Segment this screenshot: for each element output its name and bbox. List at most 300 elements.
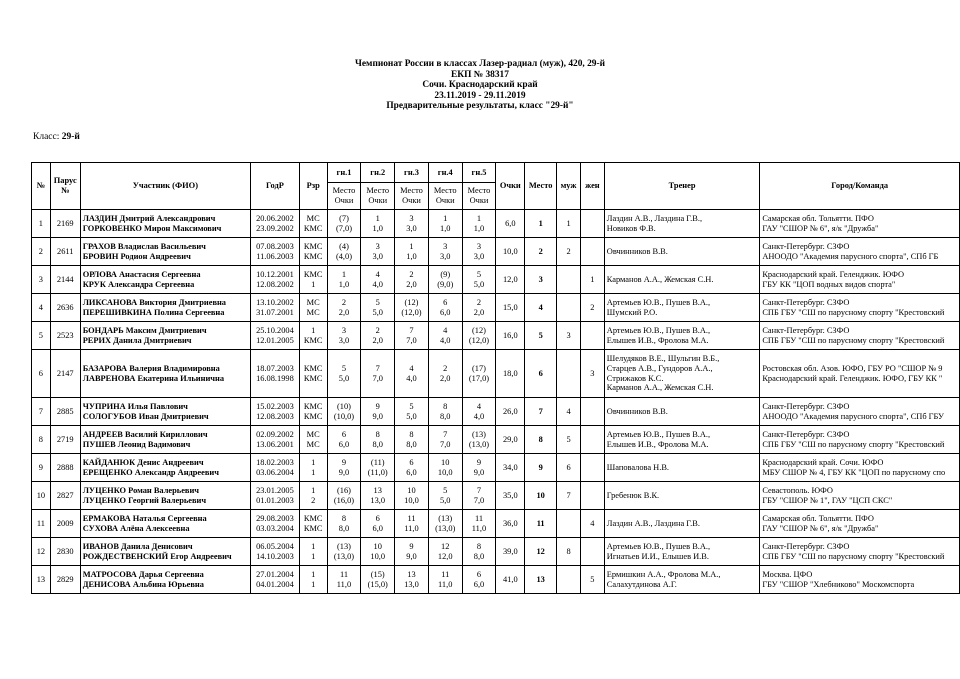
row-race-1 (327, 238, 361, 266)
cell-line: АНООДО "Академия парусного спорта", СПб ГБ (762, 251, 939, 261)
row-number: 6 (32, 350, 51, 398)
row-rank (299, 266, 327, 294)
race-points: 3,0 (406, 223, 417, 233)
cell-line: Артемьев Ю.В., Пушев В.А., (606, 429, 711, 439)
race-points: 5,0 (473, 279, 485, 289)
row-number: 9 (32, 454, 51, 482)
cell-line: Шаповалова Н.В. (606, 462, 669, 472)
cell-line: Краснодарский край. Сочи. ЮФО (762, 457, 884, 467)
cell-line: 16.08.1998 (256, 373, 294, 383)
row-men-place (557, 266, 581, 294)
cell-line: ОРЛОВА Анастасия Сергеевна (82, 269, 201, 279)
cell-line: КМС (303, 223, 323, 233)
race-place: (4) (339, 241, 349, 251)
cell-line: КМС (303, 241, 323, 251)
cell-line: 1 (311, 467, 316, 477)
col-race-3: гн.3 (395, 163, 429, 183)
cell-line: 15.02.2003 (256, 401, 294, 411)
table-row (32, 538, 960, 566)
race-place: 8 (476, 541, 482, 551)
row-number: 12 (32, 538, 51, 566)
row-number: 11 (32, 510, 51, 538)
row-birth (251, 350, 300, 398)
row-race-2 (361, 482, 395, 510)
race-points: 6,0 (440, 307, 451, 317)
cell-line: АНДРЕЕВ Василий Кириллович (82, 429, 208, 439)
race-place: 3 (443, 241, 448, 251)
cell-line: ЛУЦЕНКО Роман Валерьевич (82, 485, 199, 495)
row-men-place: 5 (557, 426, 581, 454)
race-points: 6,0 (473, 579, 485, 589)
row-rank (299, 566, 327, 594)
row-coach (604, 454, 760, 482)
row-city (760, 350, 960, 398)
cell-line: Шелудяков В.Е., Шульгин В.Б., (606, 354, 720, 364)
row-participants (80, 566, 250, 594)
row-number: 8 (32, 426, 51, 454)
row-race-3 (395, 398, 429, 426)
cell-line: КМС (303, 513, 323, 523)
cell-line: Карманов А.А., Жемская С.Н. (606, 383, 714, 393)
row-birth (251, 538, 300, 566)
row-rank (299, 322, 327, 350)
race-place: (13) (438, 513, 453, 523)
col-women: жен (580, 163, 604, 210)
cell-line: ГБУ КК "ЦОП водных видов спорта" (762, 279, 896, 289)
row-women-place (580, 238, 604, 266)
cell-line: МС (306, 213, 320, 223)
race-points: 7,0 (406, 335, 417, 345)
row-race-2 (361, 454, 395, 482)
cell-line: Гребенюк В.К. (606, 490, 660, 500)
cell-line: ГОРКОВЕНКО Мирон Максимович (82, 223, 222, 233)
race-place: (17) (472, 363, 486, 373)
cell-line: 13.06.2001 (256, 439, 294, 449)
row-number: 2 (32, 238, 51, 266)
cell-line: ПУШЕВ Леонид Вадимович (82, 439, 191, 449)
row-race-4 (428, 538, 462, 566)
row-race-5 (462, 566, 496, 594)
row-city (760, 398, 960, 426)
row-city (760, 538, 960, 566)
race-points: 3,0 (338, 335, 350, 345)
row-race-1 (327, 322, 361, 350)
row-race-3 (395, 482, 429, 510)
row-race-1 (327, 566, 361, 594)
cell-line: Самарская обл. Тольятти. ПФО (762, 513, 874, 523)
race-points: 13,0 (370, 495, 386, 505)
row-race-1 (327, 482, 361, 510)
race-place: (7) (339, 213, 349, 223)
row-points: 41,0 (496, 566, 525, 594)
cell-line: ГАУ "СШОР № 6", я/к "Дружба" (762, 523, 879, 533)
cell-line: 2 (311, 495, 316, 505)
row-race-4 (428, 210, 462, 238)
race-place: 6 (443, 297, 448, 307)
cell-line: ИВАНОВ Данила Денисович (82, 541, 193, 551)
cell-line: ЧУПРИНА Илья Павлович (82, 401, 188, 411)
race-points: (4,0) (335, 251, 352, 261)
race-place: (9) (440, 269, 451, 279)
row-race-2 (361, 294, 395, 322)
race-points: 5,0 (406, 411, 417, 421)
row-rank (299, 454, 327, 482)
cell-line: Овчинников В.В. (606, 246, 668, 256)
row-place: 3 (525, 266, 557, 294)
race-place: 5 (375, 297, 380, 307)
cell-line: МАТРОСОВА Дарья Сергеевна (82, 569, 204, 579)
race-points: (11,0) (367, 467, 388, 477)
row-coach (604, 538, 760, 566)
race-points: 3,0 (473, 251, 485, 261)
col-points: Очки (496, 163, 525, 210)
table-row (32, 426, 960, 454)
row-birth (251, 294, 300, 322)
row-place: 10 (525, 482, 557, 510)
race-place: 4 (409, 363, 414, 373)
cell-line: 18.07.2003 (256, 363, 294, 373)
class-value: 29-й (61, 132, 80, 142)
row-men-place (557, 510, 581, 538)
row-women-place: 3 (580, 350, 604, 398)
row-race-5 (462, 510, 496, 538)
race-points: 6,0 (338, 439, 350, 449)
cell-line: РОЖДЕСТВЕНСКИЙ Егор Андреевич (82, 551, 232, 561)
table-row (32, 266, 960, 294)
race-points: 8,0 (372, 439, 383, 449)
cell-line: Новиков Ф.В. (606, 223, 656, 233)
row-coach (604, 266, 760, 294)
cell-line: МС (306, 297, 320, 307)
race-points: 1,0 (440, 223, 451, 233)
race-points: 2,0 (406, 279, 417, 289)
race-place: 7 (375, 363, 380, 373)
cell-line: Санкт-Петербург. СЗФО (762, 325, 850, 335)
race-points: 10,0 (437, 467, 453, 477)
row-place: 7 (525, 398, 557, 426)
race-place: 6 (375, 513, 380, 523)
row-coach (604, 294, 760, 322)
cell-line: ЛАВРЕНОВА Екатерина Ильинична (82, 373, 225, 383)
row-city (760, 566, 960, 594)
row-city (760, 426, 960, 454)
row-participants (80, 426, 250, 454)
race-points: 8,0 (473, 551, 485, 561)
row-race-4 (428, 398, 462, 426)
row-men-place: 4 (557, 398, 581, 426)
cell-line: 1 (311, 579, 316, 589)
cell-line: 06.05.2004 (256, 541, 294, 551)
col-rank: Рзр (299, 163, 327, 210)
header-location: Сочи. Краснодарский край (422, 80, 538, 91)
row-race-2 (361, 210, 395, 238)
row-points: 16,0 (496, 322, 525, 350)
row-race-4 (428, 238, 462, 266)
row-race-5 (462, 322, 496, 350)
row-sail: 2888 (50, 454, 80, 482)
row-race-2 (361, 538, 395, 566)
cell-line: Артемьев Ю.В., Пушев В.А., (606, 541, 711, 551)
cell-line: СПБ ГБУ "СШ по парусному спорту "Крестовский (762, 439, 945, 449)
row-sail: 2827 (50, 482, 80, 510)
cell-line: 27.01.2004 (256, 569, 294, 579)
race-place: 4 (375, 269, 380, 279)
row-race-5 (462, 266, 496, 294)
row-race-3 (395, 426, 429, 454)
row-rank (299, 210, 327, 238)
results-table (31, 162, 960, 594)
table-row (32, 294, 960, 322)
row-coach (604, 238, 760, 266)
row-coach (604, 350, 760, 398)
race-place: 5 (476, 269, 482, 279)
race-place: 2 (443, 363, 448, 373)
race-place: 6 (409, 457, 414, 467)
col-men: муж (557, 163, 581, 210)
row-race-2 (361, 238, 395, 266)
race-points: 1,0 (473, 223, 485, 233)
cell-line: 23.09.2002 (256, 223, 294, 233)
table-row (32, 322, 960, 350)
cell-line: Краснодарский край. Геленджик. ЮФО, ГБУ КК " (762, 373, 943, 383)
row-coach (604, 210, 760, 238)
col-city: Город/Команда (760, 163, 960, 210)
cell-line: Елышев И.В., Фролова М.А. (606, 335, 709, 345)
cell-line: ЕРЕЩЕНКО Александр Андреевич (82, 467, 219, 477)
race-points: 2,0 (338, 307, 350, 317)
cell-line: Краснодарский край. Геленджик. ЮФО (762, 269, 905, 279)
row-sail: 2147 (50, 350, 80, 398)
cell-line: СПБ ГБУ "СШ по парусному спорту "Крестовский (762, 551, 945, 561)
row-race-1 (327, 426, 361, 454)
cell-line: ДЕНИСОВА Альбина Юрьевна (82, 579, 204, 589)
row-sail: 2719 (50, 426, 80, 454)
race-place: (12) (404, 297, 419, 307)
header-dates: 23.11.2019 - 29.11.2019 (434, 90, 526, 101)
race-place: 9 (476, 457, 482, 467)
race-place: 1 (443, 213, 448, 223)
race-points: 9,0 (473, 467, 485, 477)
row-rank (299, 238, 327, 266)
race-points: (12,0) (401, 307, 422, 317)
race-place: 3 (409, 213, 414, 223)
row-points: 15,0 (496, 294, 525, 322)
header-subtitle: Предварительные результаты, класс "29-й" (386, 101, 574, 112)
row-race-4 (428, 426, 462, 454)
race-points: 7,0 (372, 373, 383, 383)
race-points: (12,0) (468, 335, 490, 345)
row-women-place (580, 538, 604, 566)
race-place: 3 (341, 325, 347, 335)
row-race-2 (361, 510, 395, 538)
col-participant: Участник (ФИО) (80, 163, 250, 210)
row-race-4 (428, 566, 462, 594)
row-sail: 2636 (50, 294, 80, 322)
cell-line: Лаздин А.В., Лаздина Г.В., (606, 213, 703, 223)
race-points: 6,0 (406, 467, 417, 477)
row-race-3 (395, 538, 429, 566)
row-race-3 (395, 294, 429, 322)
cell-line: КМС (303, 335, 323, 345)
col-birth: ГодР (251, 163, 300, 210)
col-coach: Тренер (604, 163, 760, 210)
cell-line: БРОВИН Родион Андреевич (82, 251, 191, 261)
row-place: 12 (525, 538, 557, 566)
row-place: 4 (525, 294, 557, 322)
row-women-place (580, 322, 604, 350)
row-city (760, 482, 960, 510)
row-participants (80, 350, 250, 398)
row-race-3 (395, 566, 429, 594)
row-sail: 2169 (50, 210, 80, 238)
row-city (760, 510, 960, 538)
col-race-5: гн.5 (462, 163, 496, 183)
row-sail: 2611 (50, 238, 80, 266)
race-place: 6 (341, 429, 347, 439)
cell-line: СПБ ГБУ "СШ по парусному спорту "Крестовский (762, 335, 945, 345)
race-points: 13,0 (404, 579, 419, 589)
cell-line: Игнатьев И.И., Елышев И.В. (606, 551, 709, 561)
row-place: 2 (525, 238, 557, 266)
row-birth (251, 210, 300, 238)
row-race-3 (395, 238, 429, 266)
cell-line: Лаздин А.В., Лаздина Г.В. (606, 518, 700, 528)
cell-line: 10.12.2001 (256, 269, 294, 279)
row-men-place: 6 (557, 454, 581, 482)
cell-line: ПЕРЕШИВКИНА Полина Сергеевна (82, 307, 225, 317)
row-race-3 (395, 350, 429, 398)
row-participants (80, 398, 250, 426)
cell-line: СУХОВА Алёна Алексеевна (82, 523, 190, 533)
cell-line: КАЙДАНЮК Денис Андреевич (82, 457, 204, 467)
row-women-place: 2 (580, 294, 604, 322)
race-place: 7 (443, 429, 448, 439)
cell-line: 13.10.2002 (256, 297, 294, 307)
cell-line: Карманов А.А., Жемская С.Н. (606, 274, 714, 284)
cell-line: Санкт-Петербург. СЗФО (762, 401, 850, 411)
race-points: (15,0) (367, 579, 388, 589)
header-ekp: ЕКП № 38317 (451, 69, 509, 80)
col-num: № (32, 163, 51, 210)
cell-line: Санкт-Петербург. СЗФО (762, 429, 850, 439)
race-points: 9,0 (338, 467, 350, 477)
row-race-1 (327, 266, 361, 294)
row-men-place: 7 (557, 482, 581, 510)
race-place: 1 (409, 241, 414, 251)
cell-line: Елышев И.В., Фролова М.А. (606, 439, 709, 449)
row-race-3 (395, 510, 429, 538)
race-points: 8,0 (338, 523, 350, 533)
cell-line: 1 (311, 569, 316, 579)
row-race-2 (361, 566, 395, 594)
cell-line: 1 (311, 541, 316, 551)
col-race-5-sub: Место Очки (462, 183, 496, 210)
row-points: 39,0 (496, 538, 525, 566)
race-points: 5,0 (372, 307, 383, 317)
race-place: (11) (370, 457, 385, 467)
race-points: (13,0) (333, 551, 355, 561)
row-birth (251, 266, 300, 294)
row-women-place: 1 (580, 266, 604, 294)
row-sail: 2523 (50, 322, 80, 350)
cell-line: Артемьев Ю.В., Пушев В.А., (606, 325, 711, 335)
cell-line: ГРАХОВ Владислав Васильевич (82, 241, 206, 251)
cell-line: Старцев А.В., Гундоров А.А., (606, 363, 713, 373)
cell-line: 12.01.2005 (256, 335, 294, 345)
race-points: 10,0 (404, 495, 419, 505)
race-points: (13,0) (435, 523, 456, 533)
cell-line: Овчинников В.В. (606, 406, 668, 416)
race-points: 5,0 (440, 495, 451, 505)
row-women-place (580, 398, 604, 426)
cell-line: КМС (303, 269, 323, 279)
race-points: 12,0 (437, 551, 453, 561)
table-row (32, 482, 960, 510)
cell-line: 07.08.2003 (256, 241, 294, 251)
cell-line: ГБУ "СШОР "Хлебниково" Москомспорта (762, 579, 915, 589)
row-place: 13 (525, 566, 557, 594)
race-points: (17,0) (468, 373, 490, 383)
race-place: (15) (370, 569, 385, 579)
row-participants (80, 510, 250, 538)
row-points: 18,0 (496, 350, 525, 398)
table-row (32, 210, 960, 238)
cell-line: 03.03.2004 (256, 523, 294, 533)
row-race-4 (428, 510, 462, 538)
cell-line: Санкт-Петербург. СЗФО (762, 541, 850, 551)
class-label (33, 132, 80, 142)
row-race-4 (428, 322, 462, 350)
cell-line: БАЗАРОВА Валерия Владимировна (82, 363, 220, 373)
row-race-5 (462, 426, 496, 454)
row-women-place: 5 (580, 566, 604, 594)
row-race-5 (462, 238, 496, 266)
row-birth (251, 566, 300, 594)
cell-line: 18.02.2003 (256, 457, 294, 467)
race-points: (16,0) (333, 495, 355, 505)
race-points: 7,0 (473, 495, 485, 505)
race-points: 4,0 (372, 279, 383, 289)
race-place: 9 (341, 457, 347, 467)
row-race-3 (395, 266, 429, 294)
race-points: 9,0 (406, 551, 417, 561)
row-race-5 (462, 210, 496, 238)
race-place: 2 (375, 325, 380, 335)
row-race-3 (395, 322, 429, 350)
row-race-5 (462, 482, 496, 510)
row-race-2 (361, 266, 395, 294)
row-men-place: 8 (557, 538, 581, 566)
row-sail: 2144 (50, 266, 80, 294)
cell-line: МС (306, 429, 320, 439)
race-points: 4,0 (406, 373, 417, 383)
cell-line: КМС (303, 401, 323, 411)
row-number: 3 (32, 266, 51, 294)
race-points: 2,0 (473, 307, 485, 317)
row-men-place: 1 (557, 210, 581, 238)
row-race-4 (428, 482, 462, 510)
row-women-place (580, 482, 604, 510)
row-birth (251, 238, 300, 266)
cell-line: ЛАЗДИН Дмитрий Александрович (82, 213, 216, 223)
row-race-5 (462, 454, 496, 482)
row-coach (604, 566, 760, 594)
race-points: 2,0 (440, 373, 451, 383)
cell-line: КМС (303, 523, 323, 533)
col-race-2: гн.2 (361, 163, 395, 183)
race-place: 2 (409, 269, 414, 279)
cell-line: АНООДО "Академия парусного спорта", СПб ГБУ (762, 411, 944, 421)
